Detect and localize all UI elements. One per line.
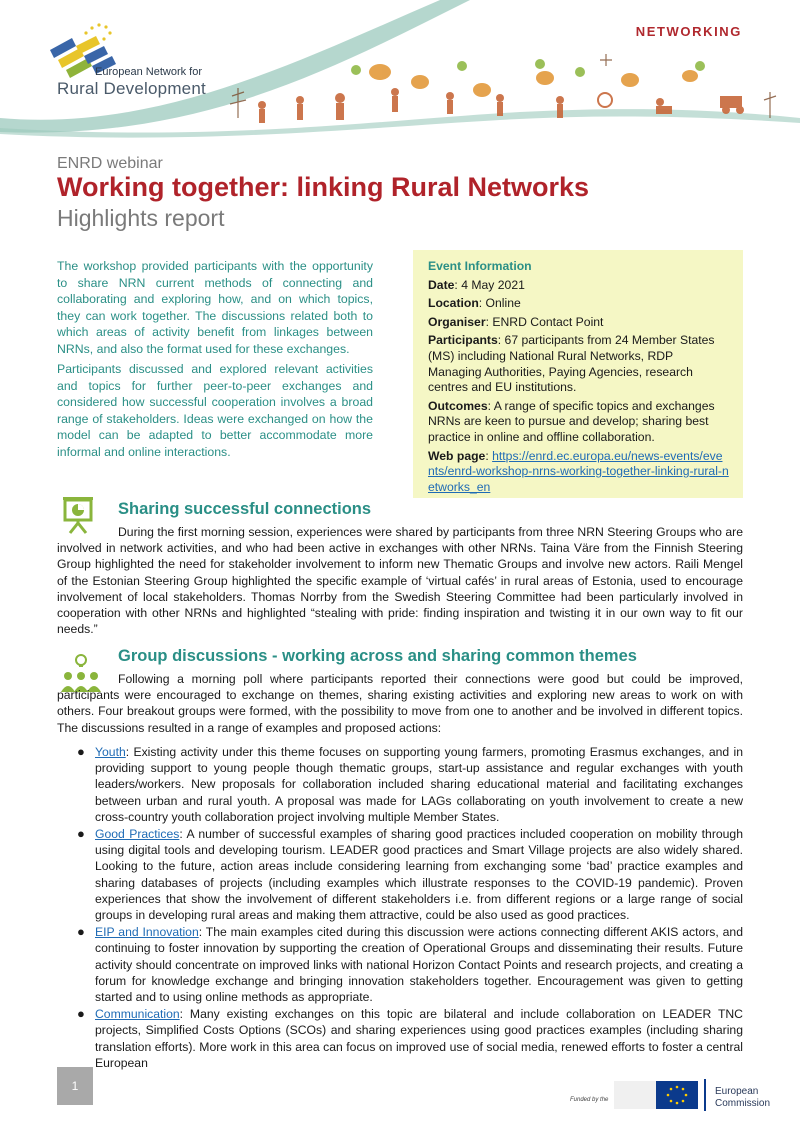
list-item xyxy=(75,1006,743,1071)
event-participants-label: Participants xyxy=(428,333,498,348)
section-sharing-connections-body: During the first morning session, experiences were shared by participants from three NRN Steering Groups who are involved in network activities, and who had been active in exchanges with other NRNs. Taina Väre from the Finnish Steering Group highlighted the need for stakeholder involvement to inform new Thematic Groups and involve new actors. Raili Mengel of the Estonian Steering Group highlighted the specific example of ‘virtual cafés’ in rural areas of Estonia, used to encourage involvement of local stakeholders. Thomas Norrby from the Swedish Steering Committee had been particularly involved in cooperation with other NRNs and highlighted “stealing with pride: finding inspiration and twisting it in our own way to fit our needs.” xyxy=(57,525,743,637)
theme-link-youth[interactable]: Youth xyxy=(95,745,126,759)
section-tag: NETWORKING xyxy=(635,24,742,39)
theme-link-eip-innovation[interactable]: EIP and Innovation xyxy=(95,925,199,940)
page-subtitle: Highlights report xyxy=(57,205,225,231)
bullet-icon: ● xyxy=(77,1006,85,1022)
event-outcomes xyxy=(428,399,729,446)
bullet-icon: ● xyxy=(77,744,85,759)
event-organiser-value: : ENRD Contact Point xyxy=(485,314,604,329)
european-commission-label xyxy=(715,1086,770,1110)
logo-line1: European Network for xyxy=(95,66,202,78)
eu-flag-icon xyxy=(614,1075,710,1113)
event-location-label: Location xyxy=(428,296,479,311)
event-participants-value: : 67 participants from 24 Member States (MS) including National Rural Networks, RDP Managing Authorities, Paying Agencies, research centres and EU institutions. xyxy=(428,333,715,395)
funded-by-text: Funded by the xyxy=(570,1097,609,1103)
theme-text: : A number of successful examples of sharing good practices included cooperation on mobility through using digital tools and developing tourism. LEADER good practices and Smart Village projects are also widely shared. Looking to the future, action areas include considering learning from exchanging some ‘bad’ practice examples and sharing databases of projects (including examples which illustrate responses to the COVID-19 pandemic). Proven experiences that show the involvement of different stakeholders i.e. from different regions or a large range of social groups in developing rural areas and making them attractive, could be also used as good practices. xyxy=(95,827,743,923)
bullet-icon: ● xyxy=(77,924,85,940)
event-date-value: : 4 May 2021 xyxy=(454,277,525,292)
theme-text: : Many existing exchanges on this topic are bilateral and include collaboration on LEADER TNC projects, Simplified Costs Options (SCOs) and sharing experiences using good practices examples (including sharing translation efforts). More work in this area can focus on improved use of social media, renewed efforts to foster a central European xyxy=(95,1007,743,1070)
page-header xyxy=(0,0,800,140)
report-kicker: ENRD webinar xyxy=(57,155,163,172)
list-item xyxy=(75,744,743,825)
theme-link-good-practices[interactable]: Good Practices xyxy=(95,827,180,842)
event-outcomes-value: : A range of specific topics and exchanges NRNs are keen to pursue and develop; sharing best practice in online and offline collaboration. xyxy=(428,398,715,444)
list-item xyxy=(75,826,743,923)
intro-paragraph-2: Participants discussed and explored relevant activities and topics for further peer-to-peer exchanges and considered how successful cooperation involves a broad range of stakeholders. Ideas were exchanged on how the model can be adapted to better accommodate more informal and online interactions. xyxy=(57,362,373,459)
event-outcomes-label: Outcomes xyxy=(428,398,488,413)
page-number: 1 xyxy=(57,1067,93,1105)
theme-text: : The main examples cited during this discussion were actions connecting different AKIS actors, and continuing to foster innovation by supporting the creation of Operational Groups and disseminating their results. Future activity should concentrate on improved links with national Horizon Contact Points and research projects, and creating a forum for knowledge exchange and bringing innovation stakeholders together. Encouragement was given to getting started and to using online methods as appropriate. xyxy=(95,925,743,1005)
event-organiser-label: Organiser xyxy=(428,314,486,329)
event-webpage xyxy=(428,449,729,496)
intro-text xyxy=(57,258,373,464)
event-info-box xyxy=(413,250,743,498)
section-sharing-connections-title: Sharing successful connections xyxy=(118,500,372,518)
theme-link-communication[interactable]: Communication xyxy=(95,1007,180,1022)
themes-bullet-list xyxy=(75,744,743,1072)
event-info-heading: Event Information xyxy=(428,259,532,273)
event-location-value: : Online xyxy=(478,296,521,311)
logo-line2: Rural Development xyxy=(57,79,206,98)
event-organiser xyxy=(428,315,729,331)
section-group-discussions-title: Group discussions - working across and sharing common themes xyxy=(118,647,637,665)
intro-paragraph-1: The workshop provided participants with the opportunity to share NRN current methods of connecting and collaborating and exploring how, and on which topics, they can work together. The discussions related both to which areas of activity benefit from linkages between NRNs, and also the format used for these exchanges. xyxy=(57,259,373,356)
event-participants xyxy=(428,333,729,395)
page-title: Working together: linking Rural Networks xyxy=(57,172,590,202)
ec-line2: Commission xyxy=(715,1098,771,1109)
event-webpage-label: Web page xyxy=(428,448,486,463)
theme-text: : Existing activity under this theme focuses on supporting young farmers, promoting Erasmus exchanges, and in providing support to young people though thematic groups, start-up assistance and regular exchanges with youth leaders/workers. New proposals for collaboration included sharing educational material and facilitating exchanges between urban and rural youth. A proposal was made for LAGs collaborating on youth involvement to create a new cross-country youth collaboration project involving multiple Member States. xyxy=(95,745,743,824)
event-date-label: Date xyxy=(428,277,455,292)
ec-line1: European xyxy=(715,1086,759,1097)
section-group-discussions-body: Following a morning poll where participants reported their connections were good but could be improved, participants were encouraged to exchange on themes, sharing existing activities and exploring new areas to work on with others. Four breakout groups were formed, with the possibility to move from one to another and be involved in different topics. The discussions resulted in a range of examples and proposed actions: xyxy=(57,672,743,735)
event-date xyxy=(428,278,729,294)
list-item xyxy=(75,924,743,1005)
event-webpage-sep: : xyxy=(485,448,493,463)
bullet-icon: ● xyxy=(77,826,85,842)
event-webpage-link[interactable]: https://enrd.ec.europa.eu/news-events/events/enrd-workshop-nrns-working-together-linking-rural-networks_en xyxy=(428,448,729,494)
event-location xyxy=(428,296,729,312)
